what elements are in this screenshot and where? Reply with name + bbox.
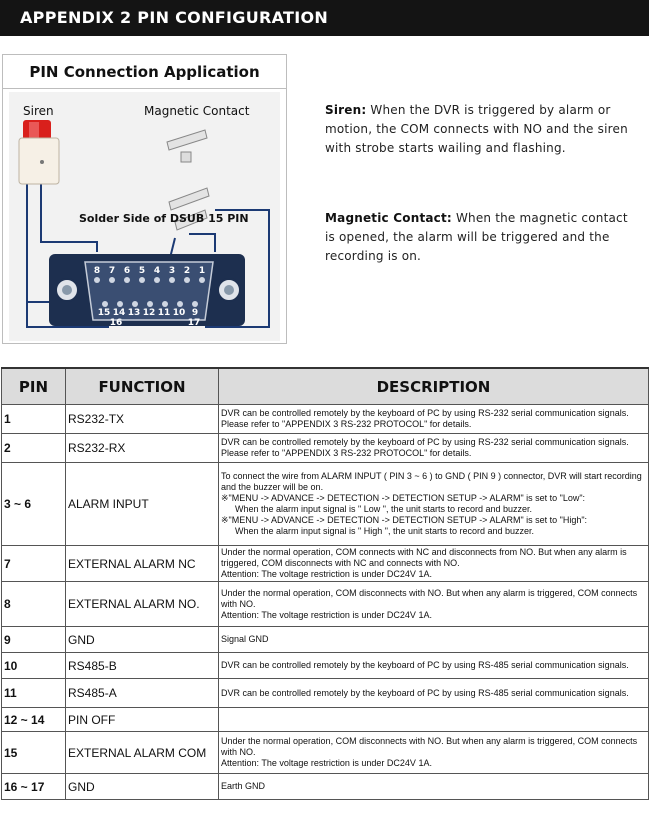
table-row <box>2 463 649 546</box>
description-cell <box>219 405 649 434</box>
table-row <box>2 774 649 800</box>
description-cell <box>219 627 649 653</box>
function-cell: GND <box>66 627 219 653</box>
pin-cell: 16 ~ 17 <box>2 774 66 800</box>
pin-number-1: 1 <box>198 266 206 276</box>
description-line: Under the normal operation, COM connects with NC and disconnects from NO. But when any alarm is triggered, COM disconnects with NC and connects with NO. <box>221 547 627 568</box>
pin-number-14: 14 <box>112 308 126 318</box>
magnetic-description-heading: Magnetic Contact: <box>325 211 452 225</box>
pin-cell: 10 <box>2 653 66 679</box>
description-line: DVR can be controlled remotely by the keyboard of PC by using RS-232 serial communication signals. Please refer to "APPENDIX 3 RS-232 PROTOCOL" for details. <box>221 437 629 458</box>
header-description: DESCRIPTION <box>219 368 649 405</box>
description-cell <box>219 679 649 708</box>
pin-number-7: 7 <box>108 266 116 276</box>
description-line: Attention: The voltage restriction is under DC24V 1A. <box>221 758 432 768</box>
siren-description-text: When the DVR is triggered by alarm or motion, the COM connects with NO and the siren with strobe starts wailing and flashing. <box>325 103 628 155</box>
pin-cell: 2 <box>2 434 66 463</box>
function-cell: EXTERNAL ALARM NO. <box>66 582 219 627</box>
description-cell <box>219 708 649 732</box>
pin-cell: 11 <box>2 679 66 708</box>
description-line: DVR can be controlled remotely by the keyboard of PC by using RS-485 serial communication signals. <box>221 687 629 698</box>
pin-number-16: 16 <box>109 318 123 328</box>
pin-cell: 7 <box>2 546 66 582</box>
pin-number-9: 9 <box>191 308 199 318</box>
pin-cell: 8 <box>2 582 66 627</box>
description-line: ※"MENU -> ADVANCE -> DETECTION -> DETECTION SETUP -> ALARM" is set to "High": <box>221 515 588 525</box>
description-line: DVR can be controlled remotely by the keyboard of PC by using RS-485 serial communication signals. <box>221 660 629 670</box>
description-line: Attention: The voltage restriction is under DC24V 1A. <box>221 609 432 620</box>
pin-number-11: 11 <box>157 308 171 318</box>
description-line: Earth GND <box>221 781 266 791</box>
magnetic-contact-label: Magnetic Contact <box>144 104 250 118</box>
table-row <box>2 546 649 582</box>
description-cell <box>219 774 649 800</box>
function-cell: RS232-RX <box>66 434 219 463</box>
header-function: FUNCTION <box>66 368 219 405</box>
function-cell: RS485-A <box>66 679 219 708</box>
description-line: DVR can be controlled remotely by the keyboard of PC by using RS-232 serial communication signals. Please refer to "APPENDIX 3 RS-232 PROTOCOL" for details. <box>221 408 629 429</box>
table-row <box>2 582 649 627</box>
siren-label: Siren <box>23 104 54 118</box>
siren-icon <box>19 120 59 184</box>
pin-number-13: 13 <box>127 308 141 318</box>
description-line: ※"MENU -> ADVANCE -> DETECTION -> DETECTION SETUP -> ALARM" is set to "Low": <box>221 493 586 503</box>
pin-cell: 1 <box>2 405 66 434</box>
description-line: When the alarm input signal is " High ", the unit starts to record and buzzer. <box>235 526 535 536</box>
pin-number-2: 2 <box>183 266 191 276</box>
function-cell: GND <box>66 774 219 800</box>
table-row <box>2 627 649 653</box>
magnetic-contact-description <box>325 209 635 266</box>
description-cell <box>219 653 649 679</box>
table-row <box>2 679 649 708</box>
magnetic-wire-right <box>189 234 215 252</box>
description-cell <box>219 434 649 463</box>
pin-cell: 12 ~ 14 <box>2 708 66 732</box>
description-line: Attention: The voltage restriction is under DC24V 1A. <box>221 569 432 579</box>
pin-cell: 15 <box>2 732 66 774</box>
magnetic-description-text: When the magnetic contact is opened, the alarm will be triggered and the recording is on. <box>325 211 628 263</box>
connector-label: Solder Side of DSUB 15 PIN <box>79 212 249 225</box>
pin-configuration-table <box>1 367 649 800</box>
header-pin: PIN <box>2 368 66 405</box>
table-row <box>2 405 649 434</box>
function-cell: RS232-TX <box>66 405 219 434</box>
description-cell <box>219 732 649 774</box>
description-line: Under the normal operation, COM disconnects with NO. But when any alarm is triggered, COM connects with NO. <box>221 736 638 757</box>
description-line: To connect the wire from ALARM INPUT ( PIN 3 ~ 6 ) to GND ( PIN 9 ) connector, DVR will start recording and the buzzer will be on. <box>221 471 642 492</box>
siren-description <box>325 101 635 158</box>
table-row <box>2 653 649 679</box>
table-row <box>2 434 649 463</box>
pin-number-15: 15 <box>97 308 111 318</box>
pin-connection-diagram <box>2 54 287 344</box>
description-cell <box>219 546 649 582</box>
pin-number-10: 10 <box>172 308 186 318</box>
diagram-title: PIN Connection Application <box>3 55 286 89</box>
function-cell: EXTERNAL ALARM COM <box>66 732 219 774</box>
pin-number-3: 3 <box>168 266 176 276</box>
pin-number-5: 5 <box>138 266 146 276</box>
diagram-canvas <box>9 92 280 341</box>
description-cell <box>219 463 649 546</box>
table-header-row <box>2 368 649 405</box>
pin-number-4: 4 <box>153 266 161 276</box>
table-row <box>2 708 649 732</box>
siren-description-heading: Siren: <box>325 103 367 117</box>
page-banner: APPENDIX 2 PIN CONFIGURATION <box>0 0 649 36</box>
function-cell: PIN OFF <box>66 708 219 732</box>
description-cell <box>219 582 649 627</box>
pin-number-17: 17 <box>187 318 201 328</box>
table-body <box>2 405 649 800</box>
pin-number-6: 6 <box>123 266 131 276</box>
description-line: Under the normal operation, COM disconnects with NO. But when any alarm is triggered, COM connects with NO. <box>221 587 638 609</box>
pin-number-8: 8 <box>93 266 101 276</box>
pin-cell: 3 ~ 6 <box>2 463 66 546</box>
table-row <box>2 732 649 774</box>
pin-number-12: 12 <box>142 308 156 318</box>
function-cell: ALARM INPUT <box>66 463 219 546</box>
function-cell: RS485-B <box>66 653 219 679</box>
description-line: Signal GND <box>221 634 269 644</box>
function-cell: EXTERNAL ALARM NC <box>66 546 219 582</box>
pin-cell: 9 <box>2 627 66 653</box>
description-line: When the alarm input signal is " Low ", the unit starts to record and buzzer. <box>235 504 533 514</box>
